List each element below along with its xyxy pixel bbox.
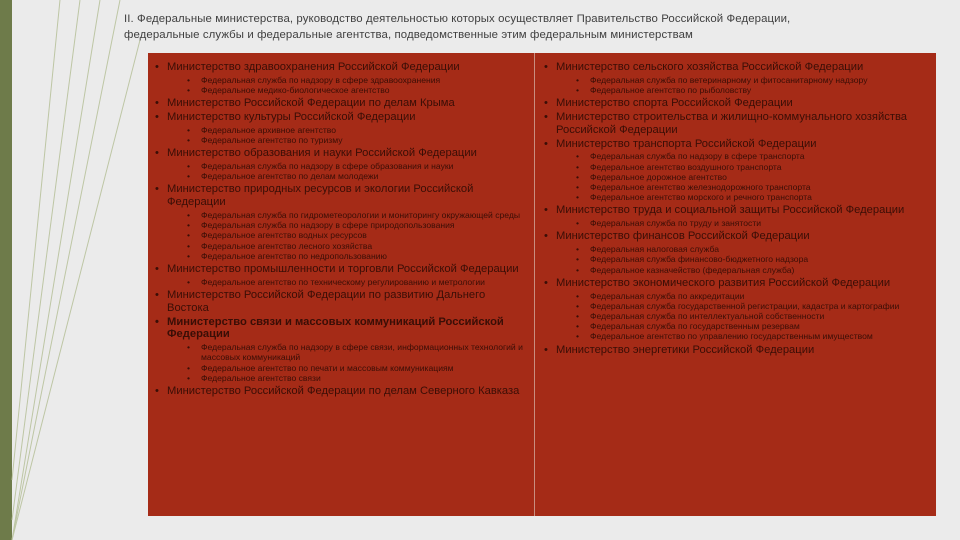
ministry-item [542,230,932,274]
left-column [148,53,535,516]
agency-item: • Федеральная служба по государственным резервам [556,321,932,331]
ministry-item [542,111,932,137]
agency-list [167,342,530,383]
ministry-item [542,277,932,342]
ministry-name: Министерство сельского хозяйства Российской Федерации [556,61,864,73]
left-ministry-list [153,61,530,398]
agency-item: • Федеральное дорожное агентство [556,172,932,182]
ministry-name: Министерство энергетики Российской Федерации [556,343,815,356]
ministry-item [153,61,530,95]
ministry-name: Министерство экономического развития Российской Федерации [556,276,891,289]
ministry-item [542,138,932,203]
agency-item: • Федеральная служба по ветеринарному и фитосанитарному надзору [556,75,932,85]
agency-item: • Федеральная служба по надзору в сфере образования и науки [167,161,530,171]
agency-item: • Федеральное агентство лесного хозяйства [167,241,530,251]
ministry-item [542,344,932,357]
agency-item: • Федеральное агентство водных ресурсов [167,230,530,240]
ministry-item [542,204,932,228]
ministry-item [153,385,530,398]
agency-item: • Федеральное агентство связи [167,373,530,383]
ministry-name: Министерство строительства и жилищно-коммунального хозяйства Российской Федерации [556,111,908,136]
agency-item: • Федеральное агентство по печати и массовым коммуникациям [167,363,530,373]
agency-list [556,291,932,342]
agency-item: • Федеральная налоговая служба [556,244,932,254]
agency-list [556,151,932,202]
ministry-item [153,147,530,181]
ministry-item [542,97,932,110]
agency-list [167,210,530,261]
ministry-name: Министерство спорта Российской Федерации [556,97,793,110]
ministries-panel [148,53,936,516]
ministry-item [153,263,530,287]
ministry-item [153,111,530,145]
agency-item: • Федеральная служба по надзору в сфере природопользования [167,220,530,230]
ministry-name: Министерство образования и науки Российской Федерации [167,147,477,160]
ministry-name: Министерство финансов Российской Федерации [556,230,810,243]
agency-item: • Федеральное агентство железнодорожного транспорта [556,182,932,192]
ministry-name: Министерство промышленности и торговли Российской Федерации [167,263,519,276]
agency-item: • Федеральное агентство по рыболовству [556,85,932,95]
agency-item: • Федеральная служба по надзору в сфере транспорта [556,151,932,161]
ministry-name: Министерство культуры Российской Федерации [167,111,416,123]
ministry-name: Министерство транспорта Российской Федерации [556,137,817,150]
agency-item: • Федеральное агентство воздушного транспорта [556,162,932,172]
agency-item: • Федеральное архивное агентство [167,125,530,135]
agency-list [556,75,932,95]
ministry-name: Министерство Российской Федерации по развитию Дальнего Востока [167,289,486,314]
agency-item: • Федеральное казначейство (федеральная служба) [556,265,932,275]
agency-item: • Федеральная служба по труду и занятости [556,218,932,228]
ministry-name: Министерство связи и массовых коммуникаций Российской Федерации [167,315,504,341]
agency-item: • Федеральное агентство морского и речного транспорта [556,192,932,202]
agency-list [556,244,932,275]
right-ministry-list [542,61,932,356]
ministry-name: Министерство Российской Федерации по делам Северного Кавказа [167,385,520,398]
ministry-name: Министерство природных ресурсов и экологии Российской Федерации [167,183,474,209]
ministry-name: Министерство труда и социальной защиты Российской Федерации [556,204,905,217]
decorative-lines [0,0,150,540]
agency-item: • Федеральная служба по надзору в сфере связи, информационных технологий и массовых коммуникаций [167,342,530,362]
right-column [535,53,936,516]
ministry-item [153,183,530,261]
title-line-1: II. Федеральные министерства, руководство деятельностью которых осуществляет Правительство Российской Федерации, [124,13,791,25]
agency-item: • Федеральная служба по аккредитации [556,291,932,301]
agency-item: • Федеральная служба по интеллектуальной собственности [556,311,932,321]
agency-item: • Федеральное агентство по туризму [167,135,530,145]
agency-item: • Федеральная служба по гидрометеорологии и мониторингу окружающей среды [167,210,530,220]
ministry-item [542,61,932,95]
agency-list [167,125,530,145]
slide-title [124,11,924,43]
agency-list [167,277,530,287]
agency-item: • Федеральное агентство по недропользованию [167,251,530,261]
ministry-name: Министерство здравоохранения Российской Федерации [167,61,460,73]
agency-list [167,161,530,181]
agency-item: • Федеральная служба финансово-бюджетного надзора [556,254,932,264]
ministry-item [153,316,530,383]
agency-item: • Федеральная служба по надзору в сфере здравоохранения [167,75,530,85]
title-line-2: федеральные службы и федеральные агентства, подведомственные этим федеральным министерствам [124,29,693,41]
agency-item: • Федеральное агентство по техническому регулированию и метрологии [167,277,530,287]
ministry-name: Министерство Российской Федерации по делам Крыма [167,97,455,110]
ministry-item [153,289,530,315]
agency-list [167,75,530,95]
agency-item: • Федеральное агентство по делам молодежи [167,171,530,181]
agency-list [556,218,932,228]
ministry-item [153,97,530,110]
agency-item: • Федеральное медико-биологическое агентство [167,85,530,95]
agency-item: • Федеральное агентство по управлению государственным имуществом [556,331,932,341]
agency-item: • Федеральная служба государственной регистрации, кадастра и картографии [556,301,932,311]
